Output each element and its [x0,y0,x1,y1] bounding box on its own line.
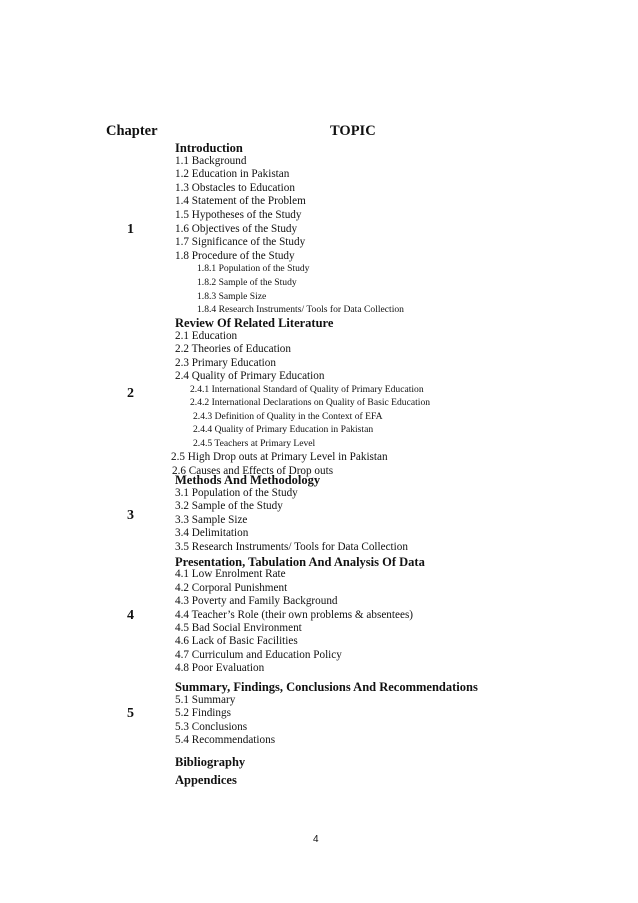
section-entry: 4.5 Bad Social Environment [175,622,302,634]
section-entry: 5.1 Summary [175,693,236,706]
chapter-column-header: Chapter [106,123,158,139]
chapter-number: 3 [127,508,134,523]
chapter-title: Review Of Related Literature [175,316,334,330]
section-entry: 1.6 Objectives of the Study [175,222,298,235]
subsection-entry: 2.4.5 Teachers at Primary Level [193,437,316,449]
section-entry: 1.7 Significance of the Study [175,236,306,249]
section-entry: 2.5 High Drop outs at Primary Level in Pakistan [171,451,388,463]
subsection-entry: 2.4.2 International Declarations on Quality of Basic Education [190,397,431,408]
section-entry: 3.2 Sample of the Study [175,500,283,513]
subsection-entry: 2.4.1 International Standard of Quality of Primary Education [190,383,424,395]
section-entry: 1.5 Hypotheses of the Study [175,209,302,221]
section-entry: 1.3 Obstacles to Education [175,181,295,194]
appendices-entry: Appendices [175,773,237,787]
subsection-entry: 1.8.2 Sample of the Study [197,277,297,288]
section-entry: 2.2 Theories of Education [175,343,291,355]
section-entry: 3.5 Research Instruments/ Tools for Data Collection [175,541,408,553]
section-entry: 1.4 Statement of the Problem [175,195,306,208]
subsection-entry: 1.8.4 Research Instruments/ Tools for Data Collection [197,304,404,316]
page-number: 4 [313,834,319,845]
subsection-entry: 2.4.4 Quality of Primary Education in Pakistan [193,424,374,435]
section-entry: 2.6 Causes and Effects of Drop outs [172,464,334,477]
section-entry: 5.3 Conclusions [175,720,248,733]
section-entry: 1.8 Procedure of the Study [175,249,295,262]
section-entry: 5.4 Recommendations [175,734,276,746]
chapter-title: Methods And Methodology [175,473,321,487]
subsection-entry: 1.8.1 Population of the Study [197,263,310,275]
section-entry: 4.1 Low Enrolment Rate [175,568,286,581]
section-entry: 4.8 Poor Evaluation [175,662,265,675]
section-entry: 3.4 Delimitation [175,527,249,540]
section-entry: 2.3 Primary Education [175,356,276,369]
section-entry: 4.7 Curriculum and Education Policy [175,648,342,661]
bibliography-entry: Bibliography [175,755,246,769]
section-entry: 4.2 Corporal Punishment [175,581,288,594]
section-entry: 3.1 Population of the Study [175,486,298,499]
chapter-title: Summary, Findings, Conclusions And Recommendations [175,680,478,694]
section-entry: 4.4 Teacher’s Role (their own problems & absentees) [175,608,414,621]
section-entry: 1.2 Education in Pakistan [175,168,290,181]
chapter-number: 5 [127,706,134,721]
section-entry: 5.2 Findings [175,707,231,719]
section-entry: 4.3 Poverty and Family Background [175,595,338,608]
section-entry: 2.4 Quality of Primary Education [175,370,325,382]
chapter-title: Presentation, Tabulation And Analysis Of Data [175,555,425,569]
section-entry: 3.3 Sample Size [175,513,248,526]
subsection-entry: 1.8.3 Sample Size [197,290,267,302]
chapter-number: 2 [127,386,134,401]
section-entry: 4.6 Lack of Basic Facilities [175,635,298,648]
chapter-title: Introduction [175,141,243,155]
section-entry: 2.1 Education [175,329,238,342]
topic-column-header: TOPIC [330,123,376,139]
chapter-number: 4 [127,608,134,623]
subsection-entry: 2.4.3 Definition of Quality in the Context of EFA [193,410,383,422]
section-entry: 1.1 Background [175,154,247,167]
chapter-number: 1 [127,222,134,237]
